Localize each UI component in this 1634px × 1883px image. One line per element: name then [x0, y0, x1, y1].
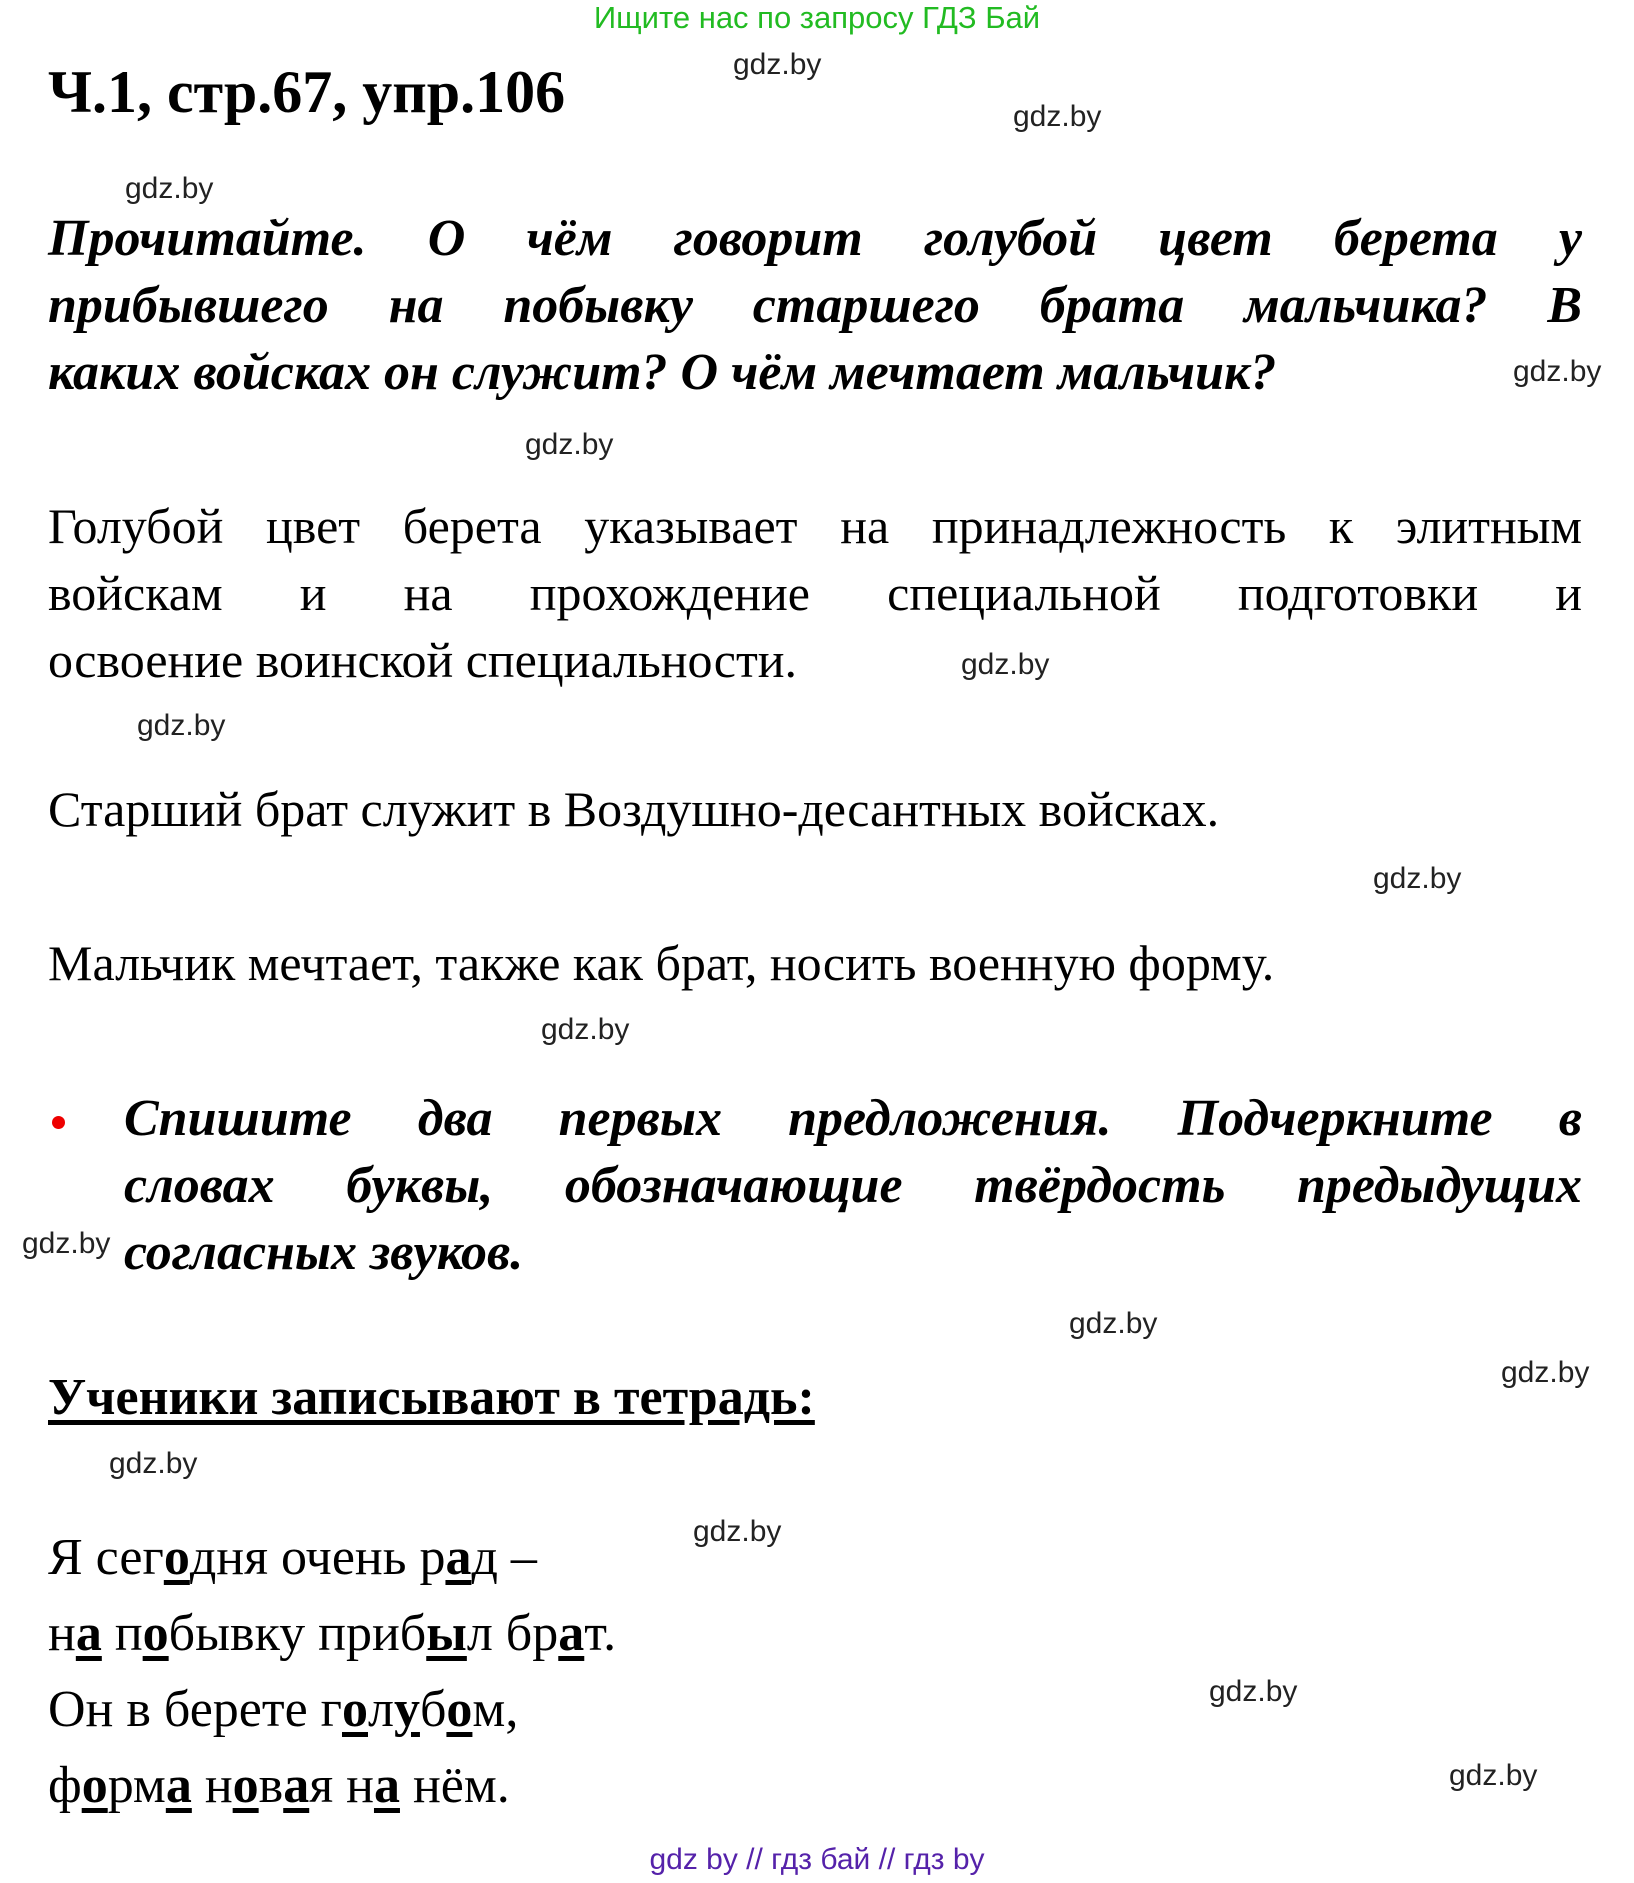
poem-text: дня очень р	[189, 1529, 446, 1586]
underlined-letter: а	[558, 1605, 585, 1662]
poem-text: Я сег	[48, 1529, 164, 1586]
watermark: gdz.by	[541, 1013, 630, 1046]
underlined-letter: а	[373, 1757, 400, 1814]
answer-paragraph-1	[48, 493, 1582, 694]
poem-text: Он в берете г	[48, 1681, 342, 1738]
watermark: gdz.by	[1209, 1675, 1298, 1708]
poem-text: н	[48, 1605, 76, 1662]
task2-line: согласных звуков.	[124, 1224, 524, 1281]
watermark: gdz.by	[137, 709, 226, 742]
answer-line: освоение воинской специальности.	[48, 632, 798, 688]
poem-text: в	[258, 1757, 284, 1814]
underlined-letter: о	[81, 1757, 108, 1814]
task1-line: каких войсках он служит? О чём мечтает мальчик?	[48, 344, 1277, 401]
poem-text: н	[191, 1757, 233, 1814]
watermark: gdz.by	[1069, 1307, 1158, 1340]
watermark: gdz.by	[1449, 1759, 1538, 1792]
answer-line: войскам и на прохождение специальной подготовки и	[48, 565, 1582, 621]
poem-line	[48, 1520, 616, 1596]
watermark: gdz.by	[22, 1227, 111, 1260]
underlined-letter: ы	[426, 1605, 467, 1662]
search-banner: Ищите нас по запросу ГДЗ Бай	[593, 0, 1041, 35]
underlined-letter: о	[163, 1529, 190, 1586]
bullet-icon	[52, 1116, 65, 1129]
poem-line	[48, 1748, 616, 1824]
watermark: gdz.by	[1013, 100, 1102, 133]
watermark: gdz.by	[961, 648, 1050, 681]
poem-text: нём.	[399, 1757, 510, 1814]
underlined-letter: а	[445, 1529, 472, 1586]
underlined-letter: о	[142, 1605, 169, 1662]
poem-text: м,	[472, 1681, 519, 1738]
notebook-heading: Ученики записывают в тетрадь:	[48, 1369, 815, 1426]
poem-line	[48, 1596, 616, 1672]
answer-paragraph-3: Мальчик мечтает, также как брат, носить военную форму.	[48, 935, 1275, 991]
watermark: gdz.by	[109, 1447, 198, 1480]
poem-text: д –	[471, 1529, 537, 1586]
underlined-letter: а	[283, 1757, 310, 1814]
poem-text: л	[368, 1681, 394, 1738]
page-title: Ч.1, стр.67, упр.106	[48, 59, 566, 125]
poem-text: ф	[48, 1757, 82, 1814]
answer-paragraph-2: Старший брат служит в Воздушно-десантных войсках.	[48, 781, 1220, 837]
poem-text: бывку приб	[168, 1605, 427, 1662]
task2-line: Спишите два первых предложения. Подчеркните в	[124, 1090, 1582, 1147]
watermark: gdz.by	[1513, 355, 1602, 388]
task1-line: прибывшего на побывку старшего брата мальчика? В	[48, 277, 1582, 334]
poem-line	[48, 1672, 616, 1748]
poem-text: л бр	[466, 1605, 559, 1662]
watermark: gdz.by	[693, 1515, 782, 1548]
underlined-letter: а	[165, 1757, 192, 1814]
watermark: gdz.by	[1501, 1356, 1590, 1389]
watermark: gdz.by	[525, 428, 614, 461]
task-instruction-1	[48, 205, 1582, 406]
poem-text: б	[419, 1681, 447, 1738]
underlined-letter: у	[393, 1681, 420, 1738]
poem-text: рм	[107, 1757, 166, 1814]
watermark: gdz.by	[125, 172, 214, 205]
poem-text: я н	[309, 1757, 374, 1814]
underlined-letter: о	[232, 1757, 259, 1814]
poem-text: п	[101, 1605, 143, 1662]
task2-line: словах буквы, обозначающие твёрдость предыдущих	[124, 1157, 1582, 1214]
task-instruction-2	[124, 1085, 1582, 1286]
watermark: gdz.by	[733, 48, 822, 81]
underlined-letter: о	[446, 1681, 473, 1738]
answer-line: Голубой цвет берета указывает на принадлежность к элитным	[48, 498, 1582, 554]
footer-watermark: gdz by // гдз бай // гдз by	[649, 1843, 985, 1876]
watermark: gdz.by	[1373, 862, 1462, 895]
underlined-letter: о	[342, 1681, 368, 1738]
underlined-letter: а	[75, 1605, 102, 1662]
poem-text: т.	[584, 1605, 617, 1662]
task1-line: Прочитайте. О чём говорит голубой цвет берета у	[48, 210, 1582, 267]
poem	[48, 1520, 616, 1824]
